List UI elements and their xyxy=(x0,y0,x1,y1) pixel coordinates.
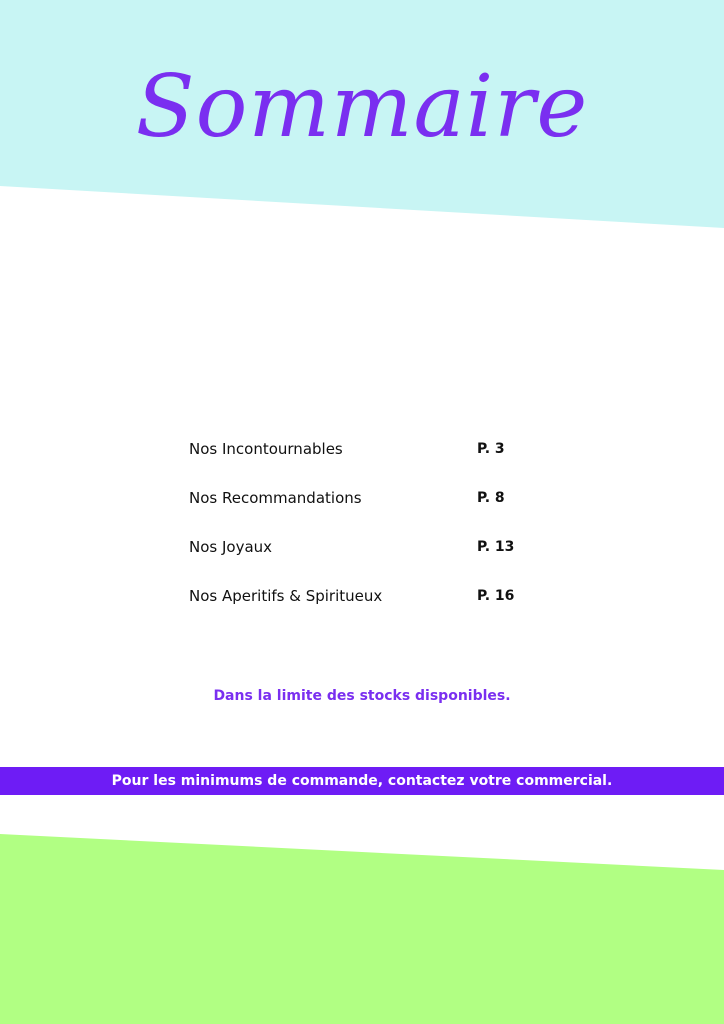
bottom-decorative-band xyxy=(0,830,724,1024)
toc-item-label: Nos Recommandations xyxy=(189,489,362,507)
toc-item-page: P. 16 xyxy=(477,588,515,604)
toc-item-page: P. 8 xyxy=(477,490,505,506)
toc-row-joyaux[interactable] xyxy=(189,536,549,585)
toc-item-page: P. 13 xyxy=(477,539,515,555)
toc-item-page: P. 3 xyxy=(477,441,505,457)
toc-item-label: Nos Incontournables xyxy=(189,440,343,458)
order-minimum-banner xyxy=(0,767,724,795)
stock-availability-note: Dans la limite des stocks disponibles. xyxy=(213,688,511,704)
toc-item-label: Nos Aperitifs & Spiritueux xyxy=(189,587,383,605)
toc-row-recommandations[interactable] xyxy=(189,487,549,536)
banner-text: Pour les minimums de commande, contactez votre commercial. xyxy=(111,773,613,789)
page-title: Sommaire xyxy=(135,57,589,157)
bottom-band-shape xyxy=(0,834,724,1024)
toc-item-label: Nos Joyaux xyxy=(189,538,273,556)
toc-row-incontournables[interactable] xyxy=(189,438,549,487)
table-of-contents xyxy=(189,438,549,634)
toc-row-aperitifs-spiritueux[interactable] xyxy=(189,585,549,634)
